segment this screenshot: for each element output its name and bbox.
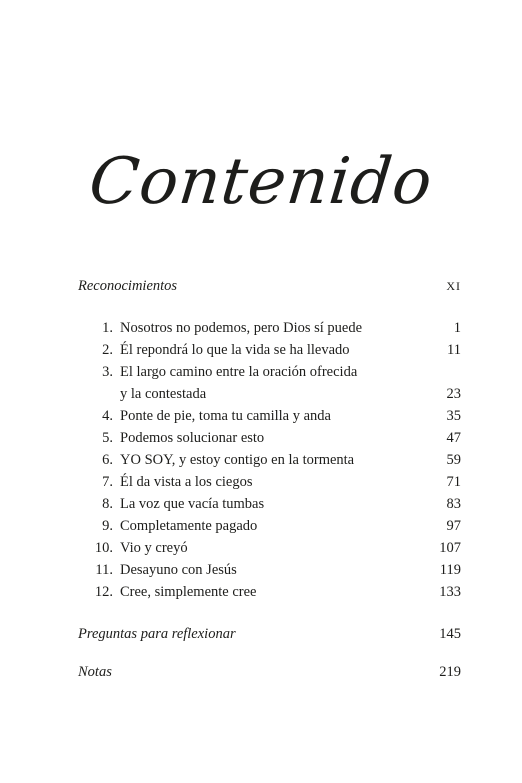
toc-entry-page: 119 xyxy=(439,562,461,578)
toc-entry-page: 23 xyxy=(446,386,461,402)
toc-entry-chapter-1[interactable] xyxy=(78,318,461,338)
toc-entry-number: 7. xyxy=(102,474,113,490)
toc-entry-chapter-2[interactable] xyxy=(78,340,461,360)
toc-entry-number: 5. xyxy=(102,430,113,446)
toc-entry-chapter-6[interactable] xyxy=(78,450,461,470)
toc-entry-number: 1. xyxy=(102,320,113,336)
toc-entry-label: Él repondrá lo que la vida se ha llevado xyxy=(120,342,350,358)
toc-entry-label: Completamente pagado xyxy=(120,518,258,534)
toc-entry-label: Cree, simplemente cree xyxy=(120,584,257,600)
toc-entry-number: 10. xyxy=(94,540,113,556)
toc-entry-label: y la contestada xyxy=(120,386,207,402)
toc-entry-page: 219 xyxy=(439,664,461,680)
toc-entry-number: 4. xyxy=(102,408,113,424)
toc-entry-reflection-questions[interactable] xyxy=(78,624,461,644)
toc-entry-label: Desayuno con Jesús xyxy=(120,562,237,578)
toc-entry-label: Ponte de pie, toma tu camilla y anda xyxy=(120,408,331,424)
toc-entry-number: 2. xyxy=(102,342,113,358)
toc-entry-chapter-3-continued[interactable] xyxy=(78,384,461,404)
toc-entry-notes[interactable] xyxy=(78,662,461,682)
toc-entry-chapter-5[interactable] xyxy=(78,428,461,448)
toc-entry-page: 47 xyxy=(446,430,461,446)
toc-entry-chapter-8[interactable] xyxy=(78,494,461,514)
toc-entry-label: YO SOY, y estoy contigo en la tormenta xyxy=(120,452,355,468)
toc-entry-chapter-4[interactable] xyxy=(78,406,461,426)
toc-entry-label: Notas xyxy=(78,664,112,680)
toc-entry-chapter-12[interactable] xyxy=(78,582,461,602)
toc-entry-label: Él da vista a los ciegos xyxy=(120,474,253,490)
toc-entry-page: XI xyxy=(446,279,461,293)
toc-entry-label: Preguntas para reflexionar xyxy=(78,626,236,642)
toc-entry-page: 1 xyxy=(453,320,461,336)
toc-entry-acknowledgements[interactable] xyxy=(78,276,461,296)
toc-entry-page: 83 xyxy=(446,496,461,512)
toc-entry-number: 8. xyxy=(102,496,113,512)
toc-entry-page: 133 xyxy=(439,584,461,600)
toc-entry-chapter-7[interactable] xyxy=(78,472,461,492)
toc-entry-number: 9. xyxy=(102,518,113,534)
page-title: Contenido xyxy=(85,145,437,219)
toc-entry-page: 145 xyxy=(439,626,461,642)
toc-entry-label: Podemos solucionar esto xyxy=(120,430,265,446)
toc-entry-page: 11 xyxy=(447,342,461,358)
toc-entry-label: Vio y creyó xyxy=(120,540,188,556)
toc-entry-number: 6. xyxy=(102,452,113,468)
toc-entry-chapter-11[interactable] xyxy=(78,560,461,580)
toc-entry-chapter-10[interactable] xyxy=(78,538,461,558)
toc-entry-page: 71 xyxy=(446,474,461,490)
toc-entry-number: 12. xyxy=(94,584,113,600)
toc-entry-number: 11. xyxy=(95,562,113,578)
toc-entry-page: 35 xyxy=(446,408,461,424)
toc-entry-label: La voz que vacía tumbas xyxy=(120,496,265,512)
toc-entry-page: 97 xyxy=(446,518,461,534)
toc-entry-chapter-9[interactable] xyxy=(78,516,461,536)
toc-entry-page: 59 xyxy=(446,452,461,468)
toc-entry-number: 3. xyxy=(102,364,113,380)
toc-entry-page: 107 xyxy=(439,540,461,556)
toc-entry-label: El largo camino entre la oración ofrecida xyxy=(120,364,358,380)
toc-entry-label: Nosotros no podemos, pero Dios sí puede xyxy=(120,320,363,336)
toc-entry-label: Reconocimientos xyxy=(78,278,178,294)
toc-entry-chapter-3[interactable] xyxy=(78,362,461,382)
